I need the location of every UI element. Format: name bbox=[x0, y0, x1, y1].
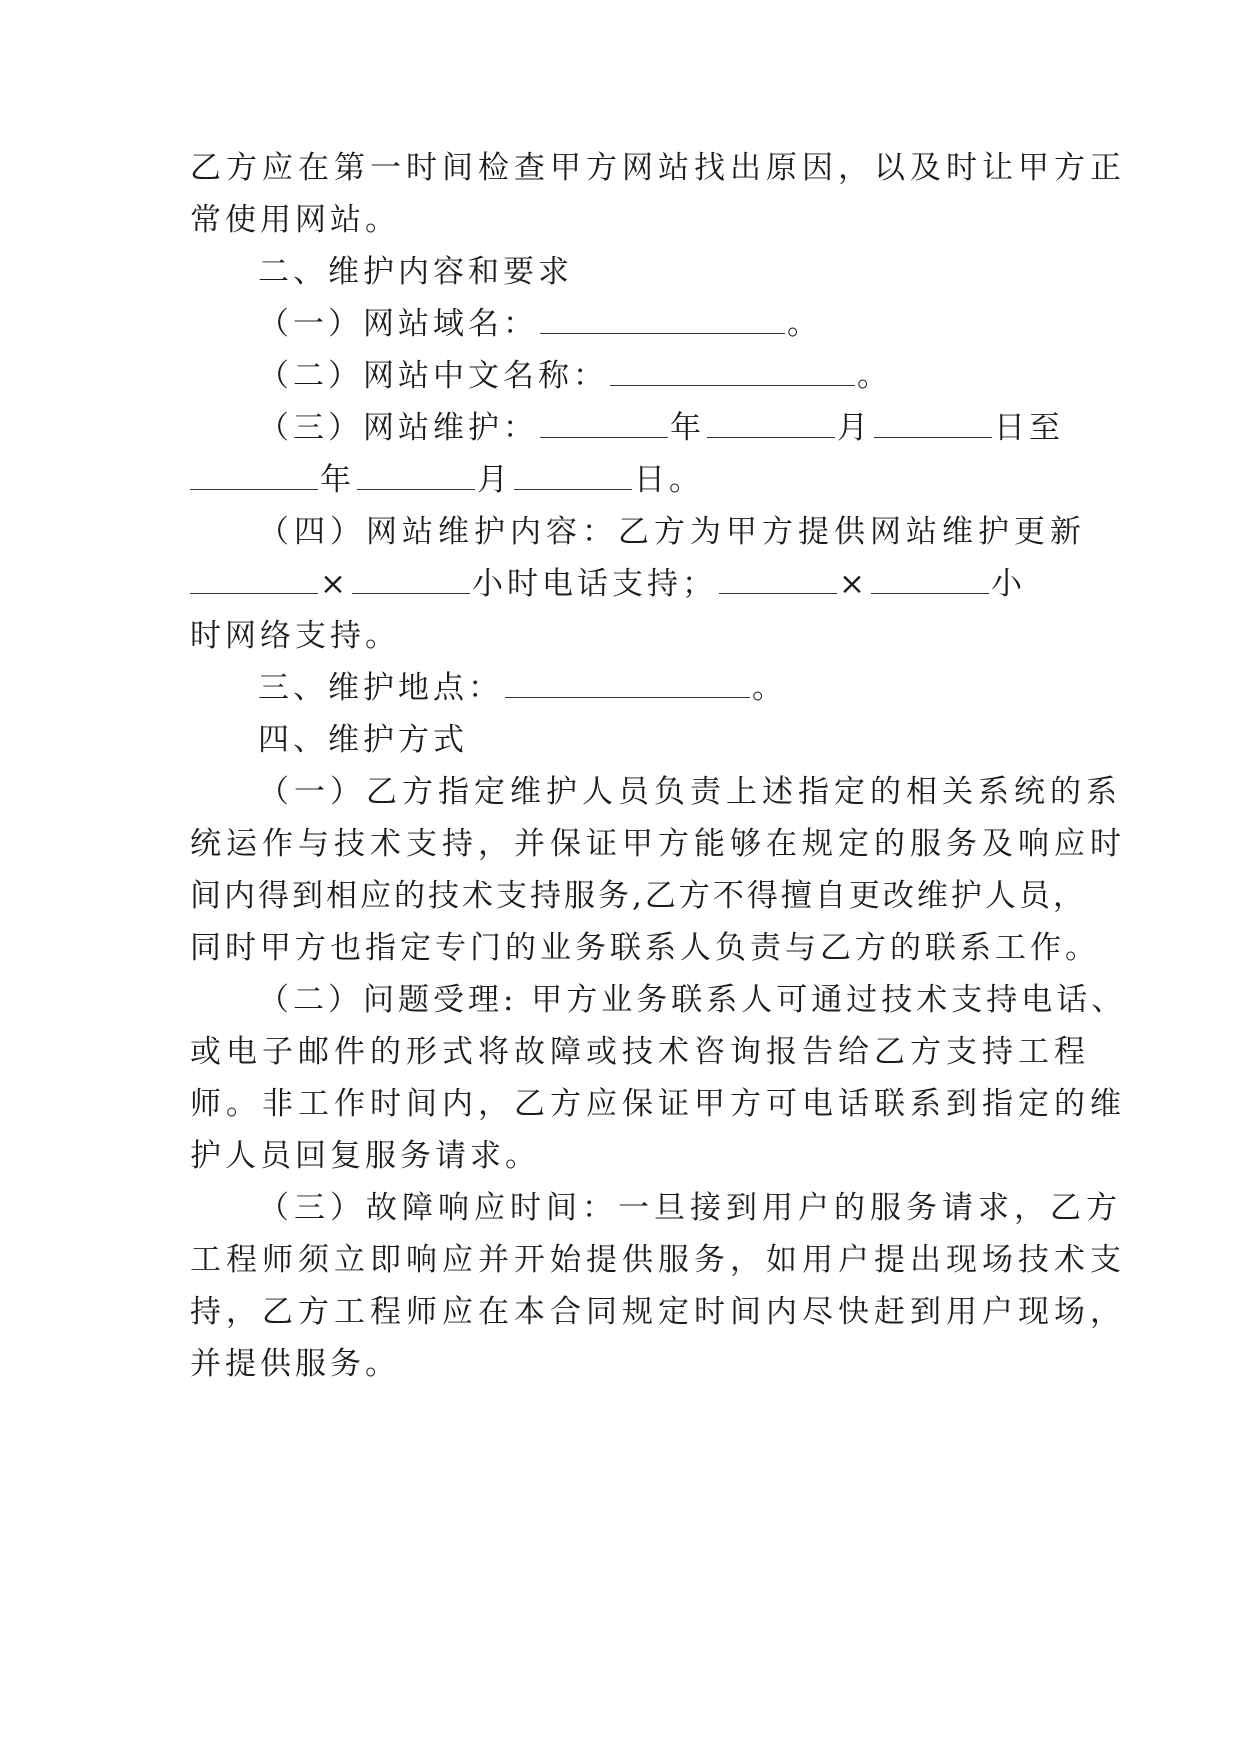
fill-blank-start-day bbox=[874, 410, 992, 438]
paragraph-line bbox=[190, 1240, 1126, 1280]
text-segment: 统运作与技术支持，并保证甲方能够在规定的服务及响应时 bbox=[190, 826, 1126, 862]
text-segment: 同时甲方也指定专门的业务联系人负责与乙方的联系工作。 bbox=[190, 930, 1100, 966]
text-segment: （二）问题受理: 甲方业务联系人可通过技术支持电话、 bbox=[258, 982, 1127, 1018]
text-segment: （三）故障响应时间：一旦接到用户的服务请求，乙方 bbox=[258, 1190, 1122, 1226]
fill-blank-network-days bbox=[719, 566, 837, 594]
text-segment: 小时电话支持； bbox=[471, 566, 717, 602]
text-segment: 间内得到相应的技术支持服务,乙方不得擅自更改维护人员， bbox=[190, 878, 1087, 914]
paragraph-line bbox=[190, 1292, 1126, 1332]
section-heading bbox=[258, 252, 573, 292]
text-segment: 常使用网站。 bbox=[190, 202, 400, 238]
text-segment: 持，乙方工程师应在本合同规定时间内尽快赶到用户现场， bbox=[190, 1294, 1126, 1330]
text-segment: × bbox=[838, 566, 869, 602]
paragraph-line bbox=[190, 876, 1087, 916]
section-heading bbox=[258, 668, 787, 708]
text-segment: 时网络支持。 bbox=[190, 618, 400, 654]
text-segment: （一）乙方指定维护人员负责上述指定的相关系统的系 bbox=[258, 774, 1122, 810]
fill-blank-start-year bbox=[540, 410, 668, 438]
text-segment: 年 bbox=[320, 462, 355, 498]
paragraph-line bbox=[258, 304, 822, 344]
paragraph-line bbox=[190, 460, 704, 500]
fill-blank-chinese-name bbox=[610, 358, 855, 386]
paragraph-line bbox=[190, 824, 1126, 864]
paragraph-line bbox=[258, 980, 1126, 1020]
fill-blank-start-month bbox=[707, 410, 835, 438]
text-segment: 年 bbox=[670, 410, 705, 446]
text-segment: 。 bbox=[752, 670, 787, 706]
paragraph-line bbox=[190, 564, 1026, 604]
text-segment: 三、维护地点： bbox=[258, 670, 503, 706]
text-segment: （一）网站域名： bbox=[258, 306, 538, 342]
fill-blank-location bbox=[505, 670, 750, 698]
text-segment: 月 bbox=[477, 462, 512, 498]
paragraph-line bbox=[190, 200, 400, 240]
paragraph-line bbox=[190, 928, 1100, 968]
paragraph-line bbox=[190, 148, 1126, 188]
text-segment: 小 bbox=[990, 566, 1026, 602]
text-segment: 二、维护内容和要求 bbox=[258, 254, 573, 290]
text-segment: × bbox=[320, 566, 350, 602]
text-segment: 月 bbox=[837, 410, 872, 446]
text-segment: 并提供服务。 bbox=[190, 1346, 400, 1382]
paragraph-line bbox=[190, 1084, 1126, 1124]
fill-blank-phone-days bbox=[190, 566, 318, 594]
text-segment: 四、维护方式 bbox=[258, 722, 468, 758]
fill-blank-end-day bbox=[514, 462, 632, 490]
paragraph-line bbox=[190, 1136, 540, 1176]
text-segment: 或电子邮件的形式将故障或技术咨询报告给乙方支持工程 bbox=[190, 1034, 1090, 1070]
text-segment: 。 bbox=[787, 306, 822, 342]
text-segment: 日。 bbox=[634, 462, 704, 498]
paragraph-line bbox=[258, 772, 1122, 812]
fill-blank-phone-hours bbox=[352, 566, 470, 594]
fill-blank-network-hours bbox=[871, 566, 989, 594]
fill-blank-end-month bbox=[357, 462, 475, 490]
text-segment: 护人员回复服务请求。 bbox=[190, 1138, 540, 1174]
paragraph-line bbox=[258, 512, 1086, 552]
paragraph-line bbox=[258, 408, 1064, 448]
text-segment: 乙方应在第一时间检查甲方网站找出原因，以及时让甲方正 bbox=[190, 150, 1126, 186]
text-segment: 。 bbox=[857, 358, 892, 394]
text-segment: （三）网站维护： bbox=[258, 410, 538, 446]
section-heading bbox=[258, 720, 468, 760]
text-segment: （二）网站中文名称： bbox=[258, 358, 608, 394]
text-segment: （四）网站维护内容：乙方为甲方提供网站维护更新 bbox=[258, 514, 1086, 550]
text-segment: 师。非工作时间内，乙方应保证甲方可电话联系到指定的维 bbox=[190, 1086, 1126, 1122]
text-segment: 工程师须立即响应并开始提供服务，如用户提出现场技术支 bbox=[190, 1242, 1126, 1278]
paragraph-line bbox=[258, 356, 892, 396]
text-segment: 日至 bbox=[994, 410, 1064, 446]
paragraph-line bbox=[258, 1188, 1122, 1228]
fill-blank-domain bbox=[540, 306, 785, 334]
paragraph-line bbox=[190, 1032, 1090, 1072]
paragraph-line bbox=[190, 1344, 400, 1384]
fill-blank-end-year bbox=[190, 462, 318, 490]
paragraph-line bbox=[190, 616, 400, 656]
